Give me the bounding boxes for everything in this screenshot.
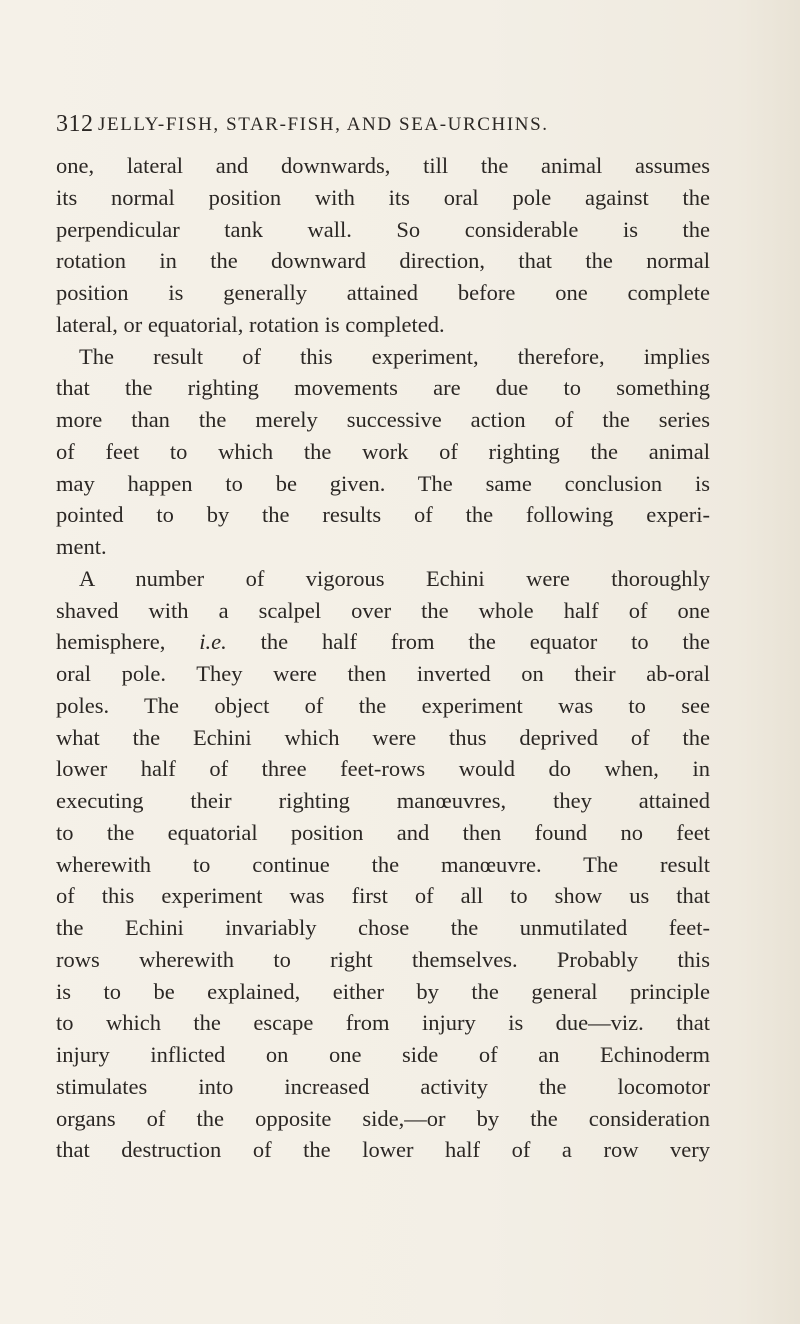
text-line: to the equatorial position and then found no feet xyxy=(56,819,710,845)
text-line: that destruction of the lower half of a row very xyxy=(56,1137,710,1163)
text-line: executing their righting manœuvres, they attained xyxy=(56,788,710,813)
text-line: The result of this experiment, therefore, implies xyxy=(79,343,710,369)
text-line: wherewith to continue the manœuvre. The result xyxy=(56,851,710,877)
text-line: rotation in the downward direction, that the normal xyxy=(56,248,710,274)
text-line: of this experiment was first of all to show us that xyxy=(56,883,710,909)
running-head: JELLY-FISH, STAR-FISH, AND SEA-URCHINS. xyxy=(98,114,549,135)
text-line: shaved with a scalpel over the whole half of one xyxy=(56,597,710,623)
text-line: may happen to be given. The same conclusion is xyxy=(56,470,710,496)
text-line: ment. xyxy=(56,534,107,559)
text-line: rows wherewith to right themselves. Probably this xyxy=(56,946,710,972)
text-line: hemisphere, i.e. the half from the equator to the xyxy=(56,629,710,655)
text-line: stimulates into increased activity the locomotor xyxy=(56,1073,710,1099)
text-line: injury inflicted on one side of an Echinoderm xyxy=(56,1042,710,1067)
text-line: organs of the opposite side,—or by the consideration xyxy=(56,1105,710,1131)
text-line: the Echini invariably chose the unmutilated feet- xyxy=(56,915,710,940)
text-line: that the righting movements are due to something xyxy=(56,375,710,401)
text-line: A number of vigorous Echini were thoroughly xyxy=(79,565,710,591)
text-line: lateral, or equatorial, rotation is completed. xyxy=(56,311,445,337)
text-line: perpendicular tank wall. So considerable is the xyxy=(56,216,710,242)
text-line: what the Echini which were thus deprived of the xyxy=(56,724,710,750)
text-line: position is generally attained before one complete xyxy=(56,280,710,305)
text-line: to which the escape from injury is due—viz. that xyxy=(56,1010,710,1036)
page-number: 312 xyxy=(56,111,94,137)
text-line: more than the merely successive action of the series xyxy=(56,407,710,432)
text-line: its normal position with its oral pole against the xyxy=(56,184,710,210)
text-line: lower half of three feet-rows would do when, in xyxy=(56,756,710,782)
text-line: pointed to by the results of the following experi- xyxy=(56,502,710,528)
text-line: one, lateral and downwards, till the animal assumes xyxy=(56,153,710,178)
text-line: oral pole. They were then inverted on their ab-oral xyxy=(56,661,710,686)
italic-abbreviation: i.e. xyxy=(199,629,227,655)
text-line: is to be explained, either by the general principle xyxy=(56,978,710,1004)
text-line: of feet to which the work of righting the animal xyxy=(56,438,710,464)
text-line: poles. The object of the experiment was to see xyxy=(56,692,710,718)
body-text xyxy=(56,150,710,1166)
page-header xyxy=(56,111,756,145)
